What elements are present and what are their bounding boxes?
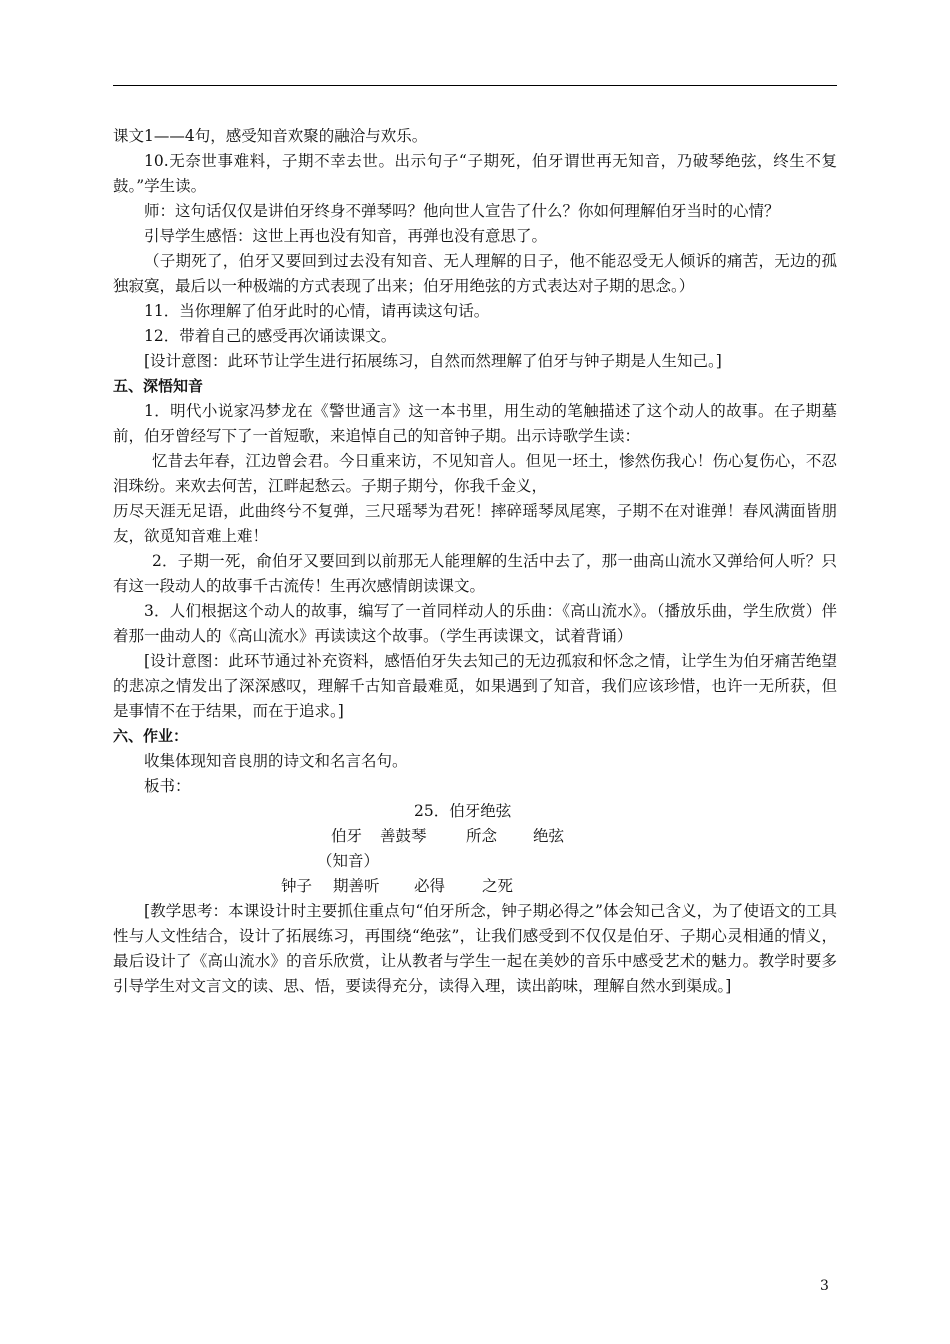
board-text: 之死 (482, 877, 514, 895)
board-text: 钟子 (281, 877, 313, 895)
board-text: 伯牙 (331, 827, 363, 845)
board-title: 25．伯牙绝弦 (414, 802, 512, 820)
design-intent-note: [设计意图：此环节通过补充资料，感悟伯牙失去知己的无边孤寂和怀念之情，让学生为伯牙痛苦绝望的悲凉之情发出了深深感叹，理解千古知音最难觅，如果遇到了知音，我们应该珍惜，也许一无所获，但是事情不在于结果，而在于追求。] (113, 652, 837, 720)
poem-text: 忆昔去年春，江边曾会君。今日重来访，不见知音人。但见一坯土，惨然伤我心！伤心复伤心，不忍泪珠纷。来欢去何苦，江畔起愁云。子期子期兮，你我千金义， (113, 452, 837, 495)
paragraph: 2．子期一死，俞伯牙又要回到以前那无人能理解的生活中去了，那一曲高山流水又弹给何人听？只有这一段动人的故事千古流传！生再次感情朗读课文。 (113, 552, 837, 595)
board-text: （知音） (317, 852, 380, 870)
paragraph: 10.无奈世事难料，子期不幸去世。出示句子“子期死，伯牙谓世再无知音，乃破琴绝弦，终生不复鼓。”学生读。 (113, 152, 837, 195)
board-text: 绝弦 (533, 827, 565, 845)
paragraph: 引导学生感悟：这世上再也没有知音，再弹也没有意思了。 (144, 227, 548, 245)
paragraph: 1．明代小说家冯梦龙在《警世通言》这一本书里，用生动的笔触描述了这个动人的故事。在子期墓前，伯牙曾经写下了一首短歌，来追悼自己的知音钟子期。出示诗歌学生读： (113, 402, 837, 445)
paragraph: 12．带着自己的感受再次诵读课文。 (144, 327, 397, 345)
board-text: 必得 (414, 877, 446, 895)
paragraph: （子期死了，伯牙又要回到过去没有知音、无人理解的日子，他不能忍受无人倾诉的痛苦，无边的孤独寂寞，最后以一种极端的方式表现了出来；伯牙用绝弦的方式表达对子期的思念。） (113, 252, 837, 295)
poem-text: 历尽天涯无足语，此曲终兮不复弹，三尺瑶琴为君死！摔碎瑶琴凤尾寒，子期不在对谁弹！春风满面皆朋友，欲觅知音难上难！ (113, 502, 837, 545)
blackboard-design (113, 799, 837, 899)
section-heading-5: 五、深悟知音 (113, 377, 204, 395)
page-number: 3 (820, 1278, 829, 1294)
header-rule (113, 85, 837, 86)
board-label: 板书： (144, 777, 191, 795)
paragraph: 3．人们根据这个动人的故事，编写了一首同样动人的乐曲：《高山流水》。（播放乐曲，学生欣赏）伴着那一曲动人的《高山流水》再读读这个故事。（学生再读课文，试着背诵） (113, 602, 837, 645)
homework-text: 收集体现知音良朋的诗文和名言名句。 (144, 752, 408, 770)
paragraph: 课文1——4句，感受知音欢聚的融洽与欢乐。 (113, 127, 428, 145)
document-body (113, 124, 837, 999)
paragraph: 11．当你理解了伯牙此时的心情，请再读这句话。 (144, 302, 490, 320)
board-text: 善鼓琴 (380, 827, 427, 845)
board-text: 期善听 (333, 877, 380, 895)
section-heading-6: 六、作业： (113, 727, 189, 745)
design-intent-note: [设计意图：此环节让学生进行拓展练习，自然而然理解了伯牙与钟子期是人生知己。] (144, 352, 722, 370)
teaching-reflection: [教学思考：本课设计时主要抓住重点句“伯牙所念，钟子期必得之”体会知己含义，为了使语文的工具性与人文性结合，设计了拓展练习，再围绕“绝弦”，让我们感受到不仅仅是伯牙、子期心灵相通的情义，最后设计了《高山流水》的音乐欣赏，让从教者与学生一起在美妙的音乐中感受艺术的魅力。教学时要多引导学生对文言文的读、思、悟，要读得充分，读得入理，读出韵味，理解自然水到渠成。] (113, 902, 837, 995)
board-text: 所念 (466, 827, 498, 845)
paragraph: 师：这句话仅仅是讲伯牙终身不弹琴吗？他向世人宣告了什么？你如何理解伯牙当时的心情？ (144, 202, 780, 220)
